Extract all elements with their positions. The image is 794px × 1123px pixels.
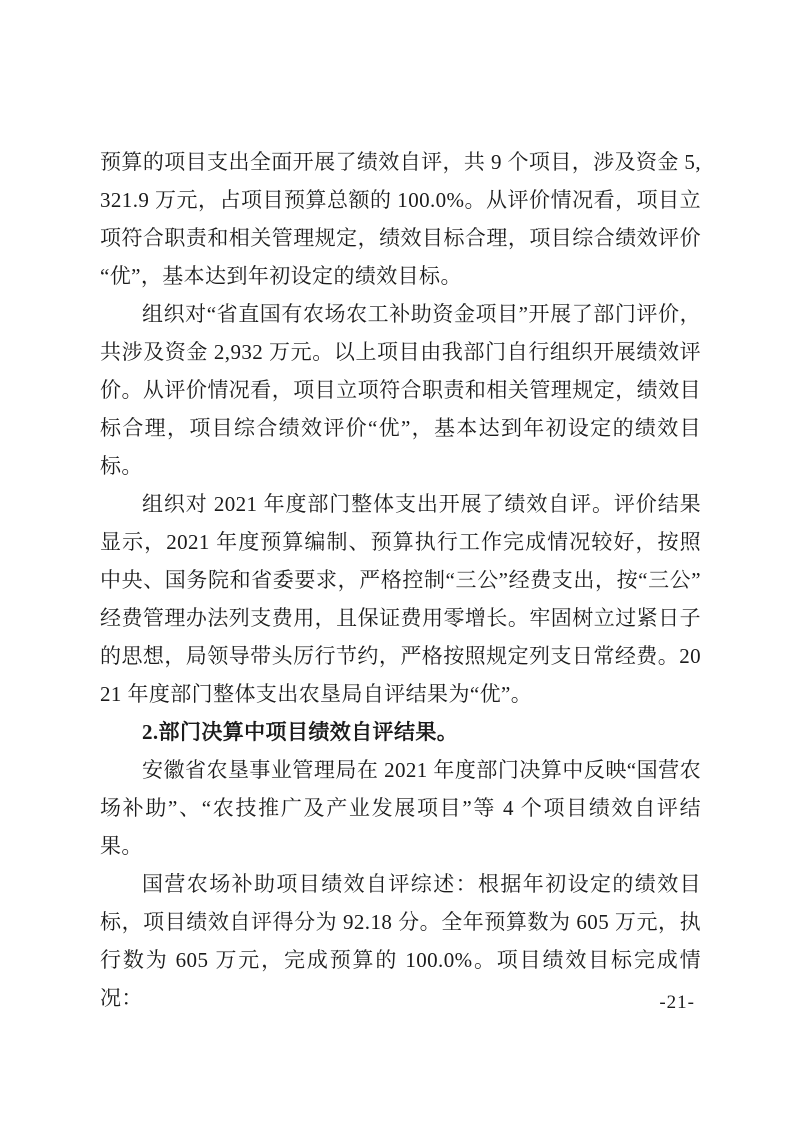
body-paragraph-final-accounts-projects: 安徽省农垦事业管理局在 2021 年度部门决算中反映“国营农场补助”、“农技推广及产业发展项目”等 4 个项目绩效自评结果。 [100, 758, 701, 858]
body-paragraph-continued: 预算的项目支出全面开展了绩效自评，共 9 个项目，涉及资金 5,321.9 万元，占项目预算总额的 100.0%。从评价情况看，项目立项符合职责和相关管理规定，绩效目标合理，项目综合绩效评价“优”，基本达到年初设定的绩效目标。 [100, 150, 701, 288]
body-paragraph-state-farm-subsidy-summary: 国营农场补助项目绩效自评综述：根据年初设定的绩效目标，项目绩效自评得分为 92.18 分。全年预算数为 605 万元，执行数为 605 万元，完成预算的 100.0%。项目绩效目标完成情况： [100, 872, 701, 1010]
section-heading-project-self-evaluation-results: 2.部门决算中项目绩效自评结果。 [142, 720, 459, 744]
body-paragraph-overall-expenditure-self-evaluation: 组织对 2021 年度部门整体支出开展了绩效自评。评价结果显示，2021 年度预算编制、预算执行工作完成情况较好，按照中央、国务院和省委要求，严格控制“三公”经费支出，按“三公”经费管理办法列支费用，且保证费用零增长。牢固树立过紧日子的思想，局领导带头厉行节约，严格按照规定列支日常经费。2021 年度部门整体支出农垦局自评结果为“优”。 [100, 492, 701, 706]
body-paragraph-department-evaluation: 组织对“省直国有农场农工补助资金项目”开展了部门评价，共涉及资金 2,932 万元。以上项目由我部门自行组织开展绩效评价。从评价情况看，项目立项符合职责和相关管理规定，绩效目标合理，项目综合绩效评价“优”，基本达到年初设定的绩效目标。 [100, 302, 701, 478]
page-number: -21- [659, 992, 695, 1013]
document-body [100, 143, 701, 1017]
